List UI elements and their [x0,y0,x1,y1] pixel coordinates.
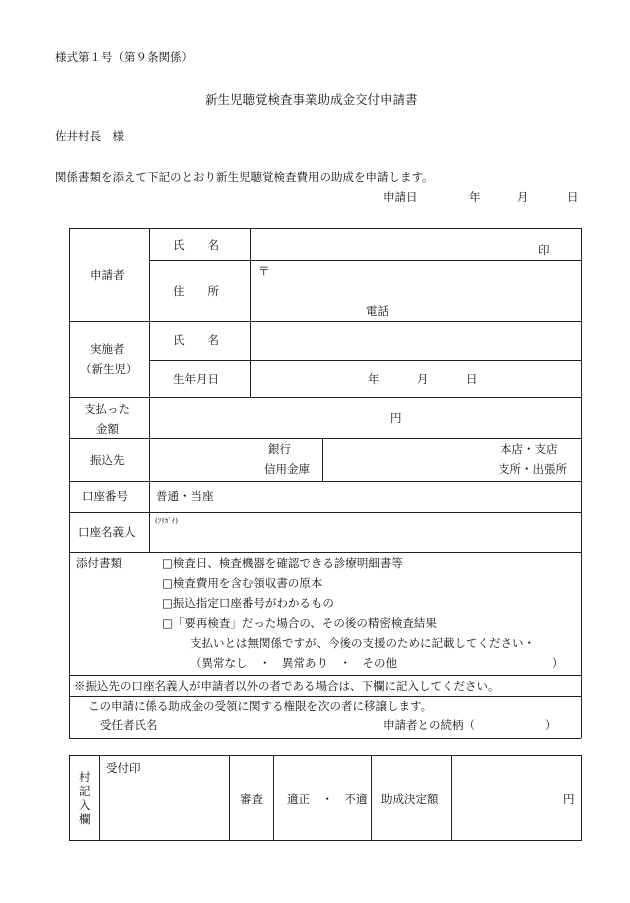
newborn-section-label-sub: （新生児） [80,362,138,376]
date-year-label: 年 [469,190,481,204]
date-label: 申請日 [383,190,418,204]
attachment-item: □「要再検査」だった場合の、その後の精密検査結果 [162,616,437,630]
exam-result-options: （異常なし ・ 異常あり ・ その他 [190,656,397,670]
dob-year-label: 年 [368,372,380,386]
page-title: 新生児聴覚検査事業助成金交付申請書 [205,92,418,107]
dob-month-label: 月 [417,372,429,386]
phone-label: 電話 [366,304,389,318]
review-label: 審査 [240,792,263,806]
applicant-address-field[interactable] [256,266,576,296]
relation-field[interactable] [478,716,542,734]
intro-text: 関係書類を添えて下記のとおり新生児聴覚検査費用の助成を申請します。 [55,170,434,184]
payment-amount-label: 支払った [84,402,130,416]
account-holder-label: 口座名義人 [78,525,136,539]
office-use-label-char: 村 [79,770,91,784]
branch-sub-option: 支所・出張所 [498,462,567,476]
applicant-address-label: 住 所 [173,284,219,298]
dob-day-label: 日 [466,372,478,386]
office-use-label-char: 入 [79,798,91,812]
credit-union-option: 信用金庫 [264,462,310,476]
attachment-item: □検査費用を含む領収書の原本 [162,576,323,590]
delegate-name-field[interactable] [170,716,370,734]
furigana-label: (ﾌﾘｶﾞﾅ) [155,517,178,525]
form-number: 様式第１号（第９条関係） [55,50,193,64]
reception-stamp-label: 受付印 [106,761,141,775]
newborn-name-field[interactable] [256,327,576,355]
dob-label: 生年月日 [173,372,219,386]
applicant-name-field[interactable] [256,234,531,256]
exam-result-close: ） [552,656,564,670]
applicant-section-label: 申請者 [90,268,125,282]
subsidy-amount-label: 助成決定額 [381,792,439,806]
newborn-name-label: 氏 名 [173,333,219,347]
attachment-note: 支払いとは無関係ですが、今後の支援のために記載してください・ [190,636,535,650]
relation-close: ） [545,718,557,732]
account-type: 普通・当座 [156,489,214,503]
addressee: 佐井村長 様 [55,129,124,143]
account-number-field[interactable] [230,486,576,508]
delegate-name-label: 受任者氏名 [100,718,158,732]
payment-amount-label-sub: 金額 [96,422,119,436]
bank-option: 銀行 [268,442,291,456]
date-month-label: 月 [517,190,529,204]
account-number-label: 口座番号 [82,489,128,503]
delegation-notice: ※振込先の口座名義人が申請者以外の者である場合は、下欄に記入してください。 [74,679,500,693]
branch-main-option: 本店・支店 [500,442,558,456]
newborn-section-label: 実施者 [90,342,125,356]
office-use-label-char: 記 [79,784,91,798]
office-use-label-char: 欄 [79,812,91,826]
date-day-label: 日 [567,190,579,204]
subsidy-yen-unit: 円 [563,792,575,806]
attachment-item: □検査日、検査機器を確認できる診療明細書等 [162,556,403,570]
account-holder-field[interactable] [156,527,576,549]
payment-amount-field[interactable] [156,402,576,434]
attachment-item: □振込指定口座番号がわかるもの [162,596,334,610]
delegation-statement: この申請に係る助成金の受領に関する権限を次の者に移譲します。 [88,699,433,713]
seal-mark: 印 [538,243,550,257]
yen-unit: 円 [390,411,402,425]
branch-name-field[interactable] [330,442,490,476]
relation-label: 申請者との続柄（ [383,718,475,732]
bank-name-field[interactable] [156,442,256,476]
attachments-label: 添付書類 [76,556,122,570]
review-options: 適正 ・ 不適 [287,792,368,806]
applicant-name-label: 氏 名 [173,238,219,252]
transfer-label: 振込先 [90,453,125,467]
postal-mark: 〒 [258,264,270,278]
